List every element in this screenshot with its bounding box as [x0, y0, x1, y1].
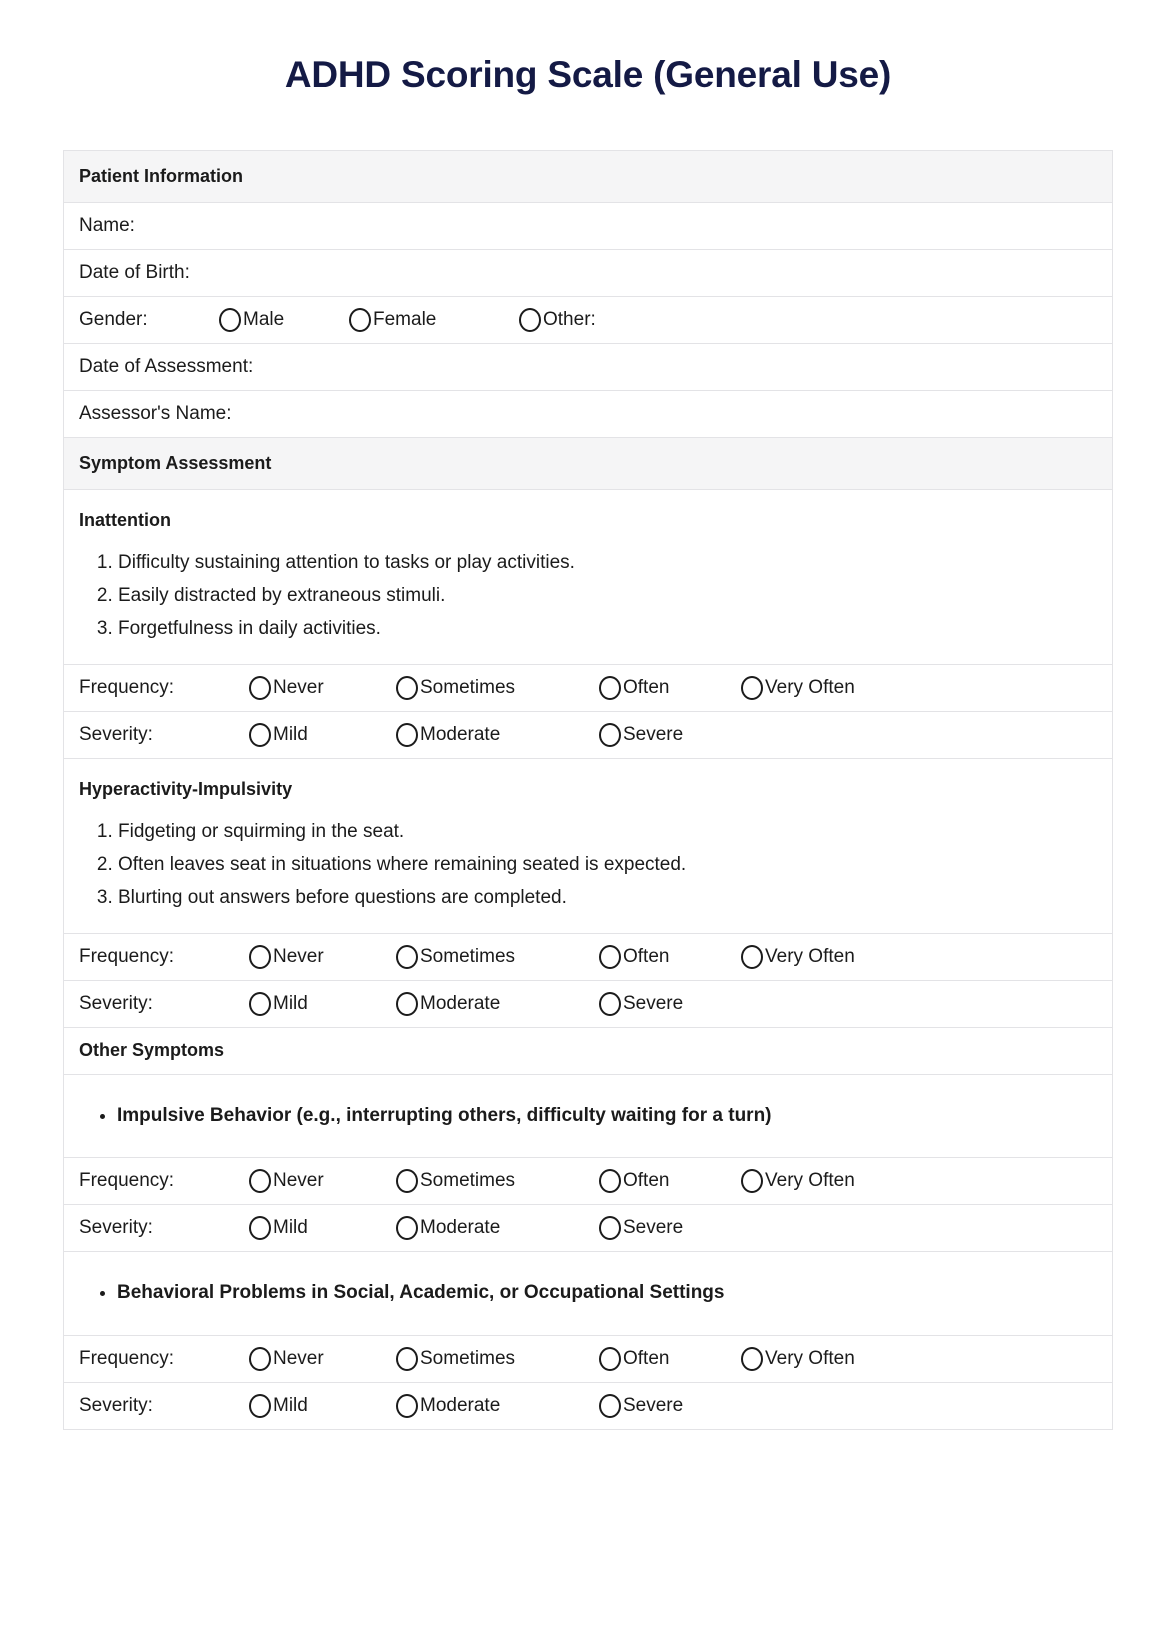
bullet-list [79, 1105, 1097, 1128]
severity-row-impulsive-behavior [64, 1205, 1112, 1252]
radio-label: Very Often [765, 676, 855, 698]
radio-label: Very Often [765, 1170, 855, 1192]
subsection-header-label: Other Symptoms [79, 1040, 225, 1061]
radio-option-frequency-sometimes[interactable] [396, 1347, 599, 1371]
radio-label: Sometimes [420, 945, 516, 967]
radio-circle-icon[interactable] [396, 1169, 418, 1193]
radio-option-severity-mild[interactable] [249, 723, 396, 747]
label-assessor-name: Assessor's Name: [79, 402, 232, 424]
radio-circle-icon[interactable] [249, 676, 271, 700]
radio-option-frequency-often[interactable] [599, 676, 741, 700]
radio-label: Sometimes [420, 1170, 516, 1192]
label-gender: Gender: [79, 308, 148, 330]
label-frequency: Frequency: [79, 1348, 175, 1370]
radio-label: Severe [623, 1217, 684, 1239]
list-item: • Behavioral Problems in Social, Academic, or Occupational Settings [117, 1282, 1097, 1305]
radio-label: Moderate [420, 992, 501, 1014]
frequency-radio-group [249, 1169, 855, 1193]
radio-option-frequency-never[interactable] [249, 945, 396, 969]
radio-option-severity-moderate[interactable] [396, 992, 599, 1016]
subsection-title: Inattention [79, 509, 171, 530]
symptom-list-inattention [79, 553, 1097, 638]
label-severity: Severity: [79, 1217, 153, 1239]
radio-circle-icon[interactable] [249, 1394, 271, 1418]
list-item: 1. Fidgeting or squirming in the seat. [118, 822, 1097, 841]
radio-circle-icon[interactable] [599, 945, 621, 969]
radio-label: Moderate [420, 1395, 501, 1417]
frequency-row-inattention [64, 665, 1112, 712]
radio-option-frequency-very-often[interactable] [741, 1347, 855, 1371]
severity-radio-group [249, 992, 741, 1016]
list-item: • Impulsive Behavior (e.g., interrupting others, difficulty waiting for a turn) [117, 1105, 1097, 1128]
label-frequency: Frequency: [79, 1170, 175, 1192]
radio-label: Often [623, 1348, 670, 1370]
radio-label: Severe [623, 992, 684, 1014]
radio-circle-icon[interactable] [249, 1216, 271, 1240]
radio-label: Never [273, 1348, 324, 1370]
radio-option-frequency-sometimes[interactable] [396, 945, 599, 969]
radio-label: Never [273, 1170, 324, 1192]
field-row-date-of-assessment [64, 344, 1112, 391]
frequency-row-impulsive-behavior [64, 1158, 1112, 1205]
radio-circle-icon[interactable] [599, 992, 621, 1016]
subsection-title: Hyperactivity-Impulsivity [79, 778, 293, 799]
label-frequency: Frequency: [79, 676, 175, 698]
radio-option-frequency-very-often[interactable] [741, 676, 855, 700]
field-row-name [64, 203, 1112, 250]
radio-label: Never [273, 676, 324, 698]
radio-circle-icon[interactable] [741, 676, 763, 700]
field-row-date-of-birth [64, 250, 1112, 297]
field-row-gender [64, 297, 1112, 344]
radio-circle-icon[interactable] [219, 308, 241, 332]
list-item: 2. Easily distracted by extraneous stimuli. [118, 586, 1097, 605]
radio-option-severity-mild[interactable] [249, 1394, 396, 1418]
bullet-list [79, 1282, 1097, 1305]
radio-circle-icon[interactable] [741, 1169, 763, 1193]
severity-row-inattention [64, 712, 1112, 759]
severity-radio-group [249, 1216, 741, 1240]
radio-option-frequency-never[interactable] [249, 676, 396, 700]
radio-circle-icon[interactable] [396, 1347, 418, 1371]
radio-circle-icon[interactable] [396, 1216, 418, 1240]
label-date-of-birth: Date of Birth: [79, 261, 190, 283]
frequency-radio-group [249, 676, 855, 700]
radio-circle-icon[interactable] [249, 723, 271, 747]
radio-option-severity-severe[interactable] [599, 723, 741, 747]
radio-option-severity-severe[interactable] [599, 992, 741, 1016]
frequency-row-hyperactivity [64, 934, 1112, 981]
radio-label: Mild [273, 1217, 308, 1239]
label-frequency: Frequency: [79, 945, 175, 967]
severity-row-behavioral-problems [64, 1383, 1112, 1430]
radio-label: Never [273, 945, 324, 967]
label-severity: Severity: [79, 992, 153, 1014]
list-item: 3. Forgetfulness in daily activities. [118, 619, 1097, 638]
radio-option-gender-other[interactable] [519, 308, 596, 332]
radio-circle-icon[interactable] [349, 308, 371, 332]
radio-label: Female [373, 308, 437, 330]
subsection-inattention [64, 490, 1112, 665]
radio-label: Mild [273, 1395, 308, 1417]
radio-option-severity-moderate[interactable] [396, 1216, 599, 1240]
radio-option-frequency-very-often[interactable] [741, 945, 855, 969]
radio-circle-icon[interactable] [396, 945, 418, 969]
other-symptom-behavioral-problems [64, 1252, 1112, 1336]
radio-option-severity-mild[interactable] [249, 1216, 396, 1240]
radio-circle-icon[interactable] [396, 992, 418, 1016]
radio-label: Often [623, 676, 670, 698]
radio-circle-icon[interactable] [741, 945, 763, 969]
frequency-radio-group [249, 945, 855, 969]
radio-circle-icon[interactable] [249, 945, 271, 969]
radio-label: Moderate [420, 1217, 501, 1239]
radio-circle-icon[interactable] [249, 1169, 271, 1193]
adhd-scoring-form [63, 150, 1113, 1431]
radio-option-severity-moderate[interactable] [396, 723, 599, 747]
radio-label: Often [623, 1170, 670, 1192]
label-severity: Severity: [79, 1395, 153, 1417]
radio-option-gender-female[interactable] [349, 308, 519, 332]
label-name: Name: [79, 214, 135, 236]
radio-option-frequency-sometimes[interactable] [396, 676, 599, 700]
radio-label: Severe [623, 723, 684, 745]
radio-label: Very Often [765, 1348, 855, 1370]
radio-label: Mild [273, 992, 308, 1014]
list-item: 3. Blurting out answers before questions are completed. [118, 888, 1097, 907]
radio-label: Other: [543, 308, 596, 330]
radio-circle-icon[interactable] [249, 1347, 271, 1371]
radio-option-frequency-often[interactable] [599, 1347, 741, 1371]
radio-label: Often [623, 945, 670, 967]
section-header-symptom-assessment [64, 438, 1112, 490]
radio-circle-icon[interactable] [396, 676, 418, 700]
label-severity: Severity: [79, 723, 153, 745]
radio-option-severity-mild[interactable] [249, 992, 396, 1016]
radio-option-frequency-very-often[interactable] [741, 1169, 855, 1193]
radio-option-frequency-never[interactable] [249, 1169, 396, 1193]
subsection-hyperactivity-impulsivity [64, 759, 1112, 934]
radio-circle-icon[interactable] [396, 1394, 418, 1418]
label-date-of-assessment: Date of Assessment: [79, 355, 254, 377]
radio-option-severity-severe[interactable] [599, 1216, 741, 1240]
radio-option-frequency-often[interactable] [599, 1169, 741, 1193]
section-header-label: Patient Information [79, 165, 244, 186]
radio-option-frequency-sometimes[interactable] [396, 1169, 599, 1193]
radio-circle-icon[interactable] [599, 1169, 621, 1193]
list-item: 2. Often leaves seat in situations where remaining seated is expected. [118, 855, 1097, 874]
radio-circle-icon[interactable] [599, 1394, 621, 1418]
section-header-label: Symptom Assessment [79, 452, 272, 473]
radio-circle-icon[interactable] [599, 1347, 621, 1371]
radio-label: Sometimes [420, 676, 516, 698]
radio-circle-icon[interactable] [599, 676, 621, 700]
severity-radio-group [249, 723, 741, 747]
radio-option-frequency-often[interactable] [599, 945, 741, 969]
radio-label: Mild [273, 723, 308, 745]
radio-label: Sometimes [420, 1348, 516, 1370]
radio-circle-icon[interactable] [396, 723, 418, 747]
list-item: 1. Difficulty sustaining attention to tasks or play activities. [118, 553, 1097, 572]
radio-label: Moderate [420, 723, 501, 745]
radio-option-gender-male[interactable] [219, 308, 349, 332]
subsection-header-other-symptoms [64, 1028, 1112, 1075]
symptom-list-hyperactivity [79, 822, 1097, 907]
section-header-patient-information [64, 151, 1112, 203]
severity-radio-group [249, 1394, 741, 1418]
severity-row-hyperactivity [64, 981, 1112, 1028]
radio-option-severity-moderate[interactable] [396, 1394, 599, 1418]
radio-option-frequency-never[interactable] [249, 1347, 396, 1371]
radio-circle-icon[interactable] [599, 723, 621, 747]
gender-radio-group [219, 308, 596, 332]
radio-circle-icon[interactable] [519, 308, 541, 332]
frequency-radio-group [249, 1347, 855, 1371]
radio-label: Severe [623, 1395, 684, 1417]
frequency-row-behavioral-problems [64, 1336, 1112, 1383]
radio-label: Very Often [765, 945, 855, 967]
page-title: ADHD Scoring Scale (General Use) [284, 54, 892, 95]
radio-circle-icon[interactable] [599, 1216, 621, 1240]
other-symptom-impulsive-behavior [64, 1075, 1112, 1159]
radio-circle-icon[interactable] [249, 992, 271, 1016]
radio-option-severity-severe[interactable] [599, 1394, 741, 1418]
radio-label: Male [243, 308, 285, 330]
field-row-assessor-name [64, 391, 1112, 438]
radio-circle-icon[interactable] [741, 1347, 763, 1371]
